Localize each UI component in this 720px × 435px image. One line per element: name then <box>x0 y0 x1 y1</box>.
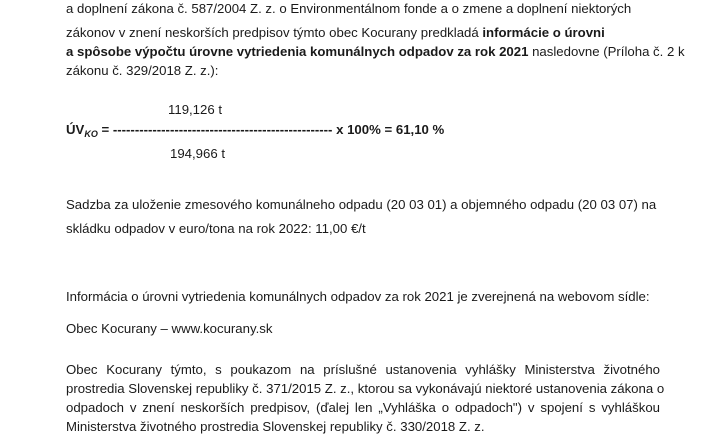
intro-line-3 <box>66 44 685 60</box>
publication-line-1: Informácia o úrovni vytriedenia komunálnych odpadov za rok 2021 je zverejnená na webovom sídle: <box>66 289 650 304</box>
intro-line-1: a doplnení zákona č. 587/2004 Z. z. o Environmentálnom fonde a o zmene a doplnení niektorých <box>66 1 632 16</box>
formula-denominator: 194,966 t <box>170 146 225 161</box>
rate-line-2: skládku odpadov v euro/tona na rok 2022: 11,00 €/t <box>66 221 366 236</box>
closing-line-2: prostredia Slovenskej republiky č. 371/2015 Z. z., ktorou sa vykonávajú niektoré ustanovenia zákona o <box>66 381 665 396</box>
rate-line-1: Sadzba za uloženie zmesového komunálneho odpadu (20 03 01) a objemného odpadu (20 03 07) na <box>66 197 657 212</box>
closing-line-4: Ministerstva životného prostredia Slovenskej republiky č. 330/2018 Z. z. <box>66 419 485 434</box>
formula-numerator: 119,126 t <box>168 102 223 117</box>
formula-label <box>66 122 98 137</box>
intro-line-3-bold: a spôsobe výpočtu úrovne vytriedenia komunálnych odpadov za rok 2021 <box>66 44 529 59</box>
closing-line-1: Obec Kocurany týmto, s poukazom na príslušné ustanovenia vyhlášky Ministerstva životného <box>66 362 660 377</box>
formula-equals: = <box>97 122 113 137</box>
intro-line-2-bold: informácie o úrovni <box>482 25 605 40</box>
publication-website: Obec Kocurany – www.kocurany.sk <box>66 321 273 336</box>
formula-line <box>66 122 444 142</box>
formula-label-main: ÚV <box>66 122 85 137</box>
intro-line-2 <box>66 25 605 41</box>
intro-line-3-text: nasledovne (Príloha č. 2 k <box>528 44 685 59</box>
formula-operation: x 100% = <box>332 122 396 137</box>
formula-fraction-bar: -------------------------------------------------- <box>112 122 333 137</box>
formula-result: 61,10 % <box>395 122 445 137</box>
closing-line-3: odpadoch v znení neskorších predpisov, (ďalej len „Vyhláška o odpadoch") v spojení s vyhláškou <box>66 400 660 415</box>
formula-label-sub: KO <box>84 129 98 139</box>
intro-line-2-text: zákonov v znení neskorších predpisov týmto obec Kocurany predkladá <box>66 25 483 40</box>
intro-line-4: zákonu č. 329/2018 Z. z.): <box>66 63 219 78</box>
